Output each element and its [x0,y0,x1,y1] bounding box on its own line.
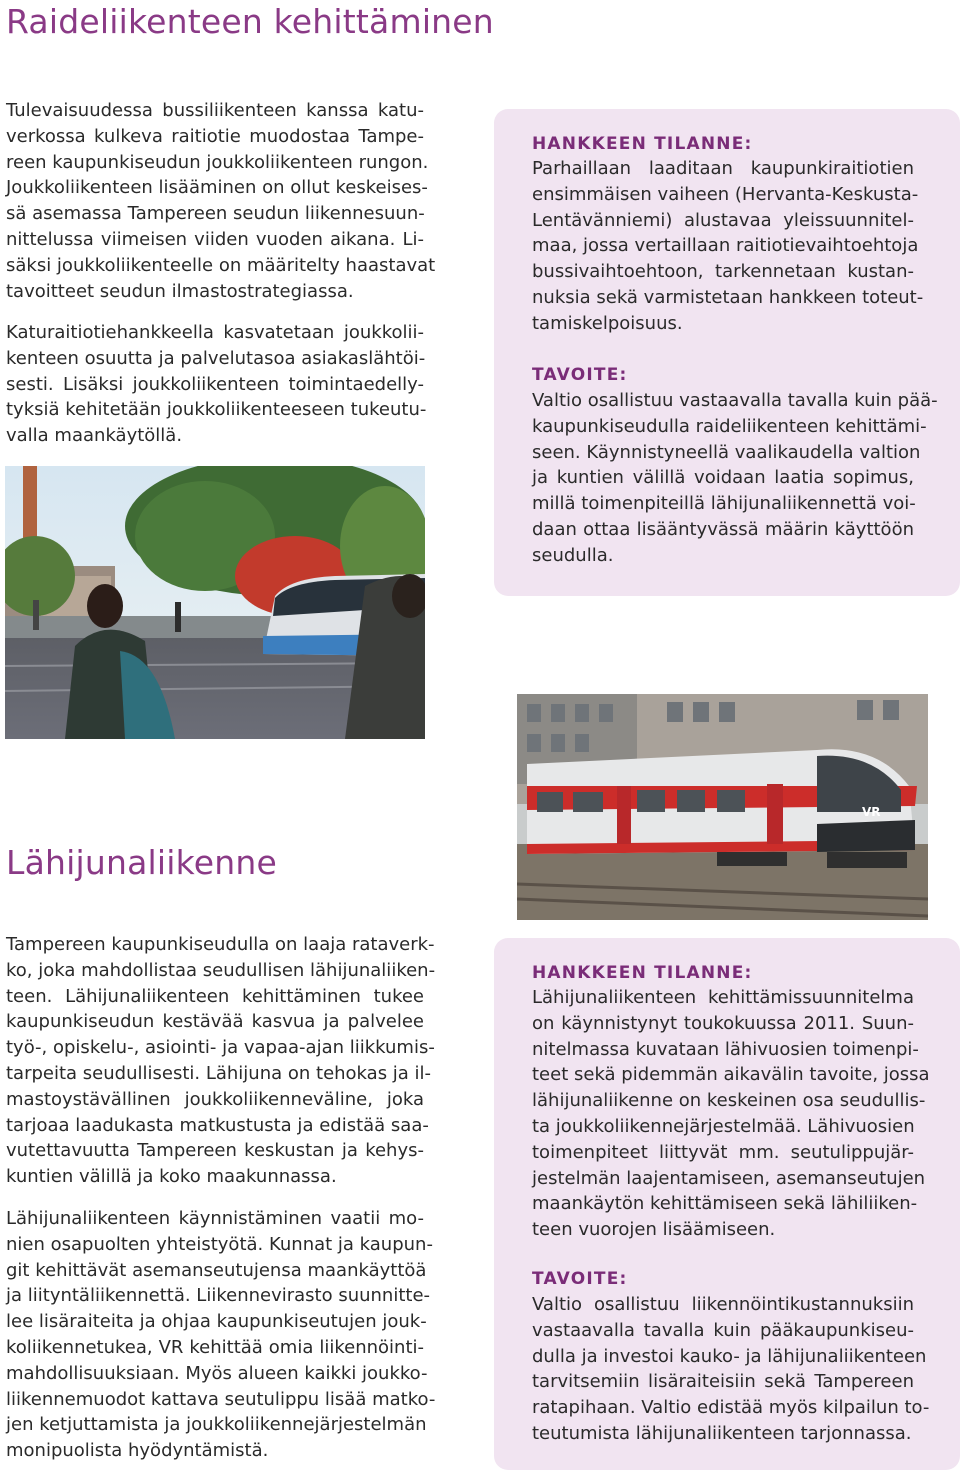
text-line: dulla ja investoi kauko- ja lähijunaliikenteen [532,1345,927,1367]
text-line: tavoitteet seudun ilmastostrategiassa. [6,280,354,302]
text-line: ensimmäisen vaiheen (Hervanta-Keskusta- [532,183,919,205]
section1-paragraph-1 [6,98,436,304]
section2-status-heading: HANKKEEN TILANNE: [532,963,753,983]
text-line: mahdollisuuksiaan. Myös alueen kaikki joukko- [6,1362,428,1384]
text-line: mastoystävällinen joukkoliikenneväline, joka [6,1088,424,1110]
text-line: koliikennetukea, VR kehittää omia liikennöinti- [6,1336,424,1358]
text-line: kaupunkiseudulla raideliikenteen kehittämi- [532,415,927,437]
section1-paragraph-2 [6,320,427,449]
section1-info-box [494,109,960,596]
section2-info-box [494,938,960,1470]
text-line: seudulla. [532,544,614,566]
text-line: tarjoaa laadukasta matkustusta ja edistää saa- [6,1114,429,1136]
text-line: Tulevaisuudessa bussiliikenteen kanssa katu- [6,100,424,121]
text-line: nien osapuolten yhteistyötä. Kunnat ja kaupun- [6,1233,433,1255]
text-line: sesti. Lisäksi joukkoliikenteen toimintaedelly- [6,373,424,395]
section2-paragraph-2 [6,1206,436,1464]
text-line: millä toimenpiteillä lähijunaliikennettä voi- [532,493,916,515]
text-line: kenteen osuutta ja palvelutasoa asiakaslähtöi- [6,347,426,369]
text-line: ta joukkoliikennejärjestelmää. Lähivuosien [532,1115,915,1137]
text-line: toimenpiteet liittyvät mm. seutulippujär- [532,1141,914,1163]
text-line: nuksia sekä varmistetaan hankkeen toteut- [532,286,924,308]
text-line: reen kaupunkiseudun joukkoliikenteen rungon. [6,151,429,173]
text-line: Lähijunaliikenteen käynnistäminen vaatii mo- [6,1208,424,1229]
text-line: liikennemuodot kattava seutulippu lisää matko- [6,1388,436,1410]
section2-paragraph-1 [6,932,436,1190]
text-line: tamiskelpoisuus. [532,312,683,334]
text-line: maa, jossa vertaillaan raitiotievaihtoehtoja [532,235,919,257]
section2-goal-text [532,1292,930,1447]
text-line: Lähijunaliikenteen kehittämissuunnitelma [532,987,914,1008]
tram-photo [5,466,425,739]
text-line: ja kuntien välillä voidaan laatia sopimus, [532,467,914,489]
text-line: nitelmassa kuvataan lähivuosien toimenpi- [532,1038,919,1060]
text-line: git kehittävät asemanseutujensa maankäyttöä [6,1259,427,1281]
text-line: seen. Käynnistyneellä vaalikaudella valtion [532,441,921,463]
text-line: valla maankäytöllä. [6,425,183,447]
text-line: Katuraitiotiehankkeella kasvatetaan joukkolii- [6,322,424,343]
vr-logo: VR [862,805,881,819]
text-line: Lentävänniemi) alustavaa yleissuunnitel- [532,209,914,231]
text-line: daan ottaa lisääntyvässä määrin käyttöön [532,518,914,540]
text-line: bussivaihtoehtoon, tarkennetaan kustan- [532,261,914,283]
text-line: vutettavuutta Tampereen keskustan ja kehys- [6,1140,424,1162]
text-line: jen ketjuttamista ja joukkoliikennejärjestelmän [6,1414,427,1436]
train-photo [517,694,928,920]
section2-status-text [532,985,930,1243]
text-line: verkossa kulkeva raitiotie muodostaa Tampe- [6,125,424,147]
section1-title: Raideliikenteen kehittäminen [6,2,494,41]
section1-goal-heading: TAVOITE: [532,365,628,385]
text-line: sä asemassa Tampereen seudun liikennesuun- [6,203,425,225]
text-line: Valtio osallistuu liikennöintikustannuksiin [532,1294,914,1315]
section1-status-heading: HANKKEEN TILANNE: [532,134,753,154]
text-line: nittelussa viimeisen viiden vuoden aikana. Li- [6,228,424,250]
text-line: Joukkoliikenteen lisääminen on ollut keskeises- [6,177,428,199]
text-line: teen vuorojen lisäämiseen. [532,1219,776,1241]
text-line: kaupunkiseudun kestävää kasvua ja palvelee [6,1011,424,1033]
text-line: teet sekä pidemmän aikavälin tavoite, jossa [532,1064,930,1086]
text-line: teutumista lähijunaliikenteen tarjonnassa. [532,1422,912,1444]
text-line: ratapihaan. Valtio edistää myös kilpailun to- [532,1397,930,1419]
text-line: tarpeita seudullisesti. Lähijuna on tehokas ja il- [6,1062,432,1084]
text-line: monipuolista hyödyntämistä. [6,1440,269,1462]
text-line: työ-, opiskelu-, asiointi- ja vapaa-ajan liikkumis- [6,1037,435,1059]
text-line: maankäytön kehittämiseen sekä lähiliiken- [532,1193,918,1215]
text-line: teen. Lähijunaliikenteen kehittäminen tukee [6,985,424,1007]
text-line: kuntien välillä ja koko maakunnassa. [6,1166,337,1188]
text-line: Tampereen kaupunkiseudulla on laaja rataverk- [6,934,435,955]
text-line: tyksiä kehitetään joukkoliikenteeseen tukeutu- [6,399,427,421]
text-line: säksi joukkoliikenteelle on määritelty haastavat [6,254,436,276]
text-line: lähijunaliikenne on keskeinen osa seudullis- [532,1090,926,1112]
text-line: ko, joka mahdollistaa seudullisen lähijunaliiken- [6,959,436,981]
text-line: Parhaillaan laaditaan kaupunkiraitiotien [532,158,914,179]
section1-status-text [532,156,924,337]
text-line: ja liityntäliikennettä. Liikennevirasto suunnitte- [6,1285,431,1307]
text-line: Valtio osallistuu vastaavalla tavalla kuin pää- [532,390,938,411]
section2-goal-heading: TAVOITE: [532,1269,628,1289]
text-line: on käynnistynyt toukokuussa 2011. Suun- [532,1012,914,1034]
text-line: lee lisäraiteita ja ohjaa kaupunkiseutujen jouk- [6,1311,427,1333]
text-line: vastaavalla tavalla kuin pääkaupunkiseu- [532,1319,914,1341]
text-line: tarvitsemiin lisäraiteisiin sekä Tampereen [532,1371,914,1393]
section1-goal-text [532,388,938,569]
text-line: jestelmän laajentamiseen, asemanseutujen [532,1167,926,1189]
section2-title: Lähijunaliikenne [6,843,277,882]
